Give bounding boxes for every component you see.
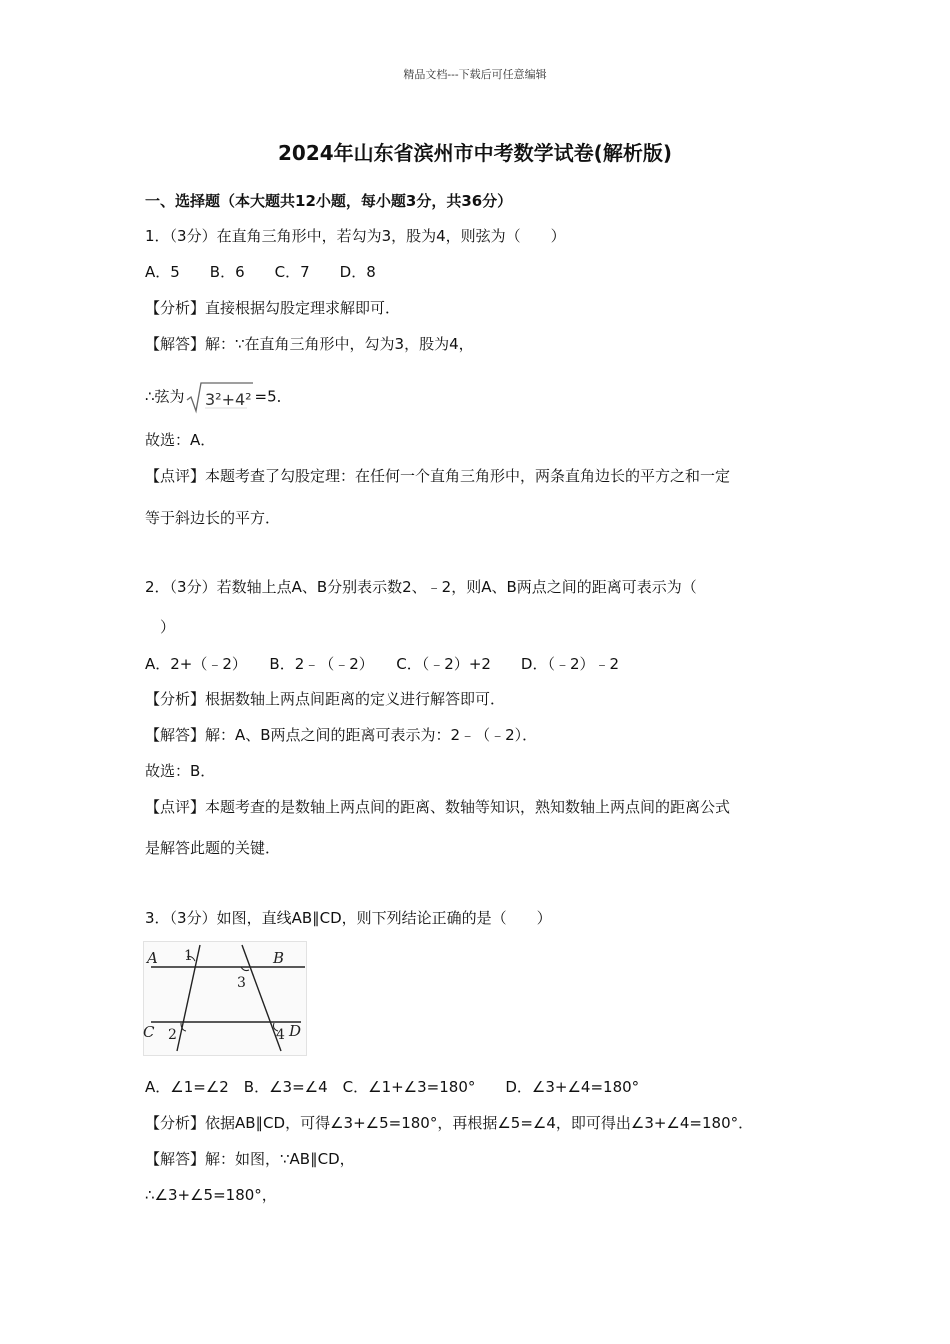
parallel-lines-figure	[143, 941, 308, 1057]
section-heading: 一、选择题（本大题共12小题，每小题3分，共36分）	[145, 192, 513, 210]
q1-analysis: 【分析】直接根据勾股定理求解即可．	[145, 299, 401, 317]
label-angle-3: 3	[237, 975, 246, 991]
page-header: 精品文档---下载后可任意编辑	[403, 68, 547, 81]
q2-comment-line2: 是解答此题的关键．	[145, 839, 281, 857]
q2-choice: 故选：B．	[145, 762, 216, 780]
q2-solution: 【解答】解：A、B两点之间的距离可表示为：2﹣（﹣2）．	[145, 726, 538, 744]
q2-stem-line1: 2．（3分）若数轴上点A、B分别表示数2、﹣2，则A、B两点之间的距离可表示为（	[145, 578, 697, 596]
sqrt-symbol	[185, 380, 255, 414]
q1-stem: 1．（3分）在直角三角形中，若勾为3，股为4，则弦为（ ）	[145, 227, 566, 245]
label-angle-2: 2	[168, 1027, 177, 1043]
q3-solution: 【解答】解：如图，∵AB∥CD，	[145, 1150, 355, 1168]
q1-options: A．5 B．6 C．7 D．8	[145, 263, 376, 281]
document-title: 2024年山东省滨州市中考数学试卷(解析版)	[278, 141, 672, 165]
q2-options: A．2+（﹣2） B．2﹣（﹣2） C．（﹣2）+2 D．（﹣2）﹣2	[145, 655, 620, 673]
label-D: D	[289, 1022, 302, 1040]
q2-comment-line1: 【点评】本题考查的是数轴上两点间的距离、数轴等知识，熟知数轴上两点间的距离公式	[145, 798, 731, 816]
q1-formula-radicand: 3²+4²	[204, 390, 252, 409]
q1-comment-line2: 等于斜边长的平方．	[145, 509, 281, 527]
q1-solution: 【解答】解：∵在直角三角形中，勾为3，股为4，	[145, 335, 474, 353]
q1-formula-suffix: =5．	[254, 387, 292, 406]
q2-analysis: 【分析】根据数轴上两点间距离的定义进行解答即可．	[145, 690, 506, 708]
label-A: A	[147, 949, 158, 967]
q3-stem: 3．（3分）如图，直线AB∥CD，则下列结论正确的是（ ）	[145, 909, 552, 927]
label-B: B	[273, 949, 285, 967]
q1-formula	[145, 380, 292, 414]
q3-options: A．∠1=∠2 B．∠3=∠4 C．∠1+∠3=180° D．∠3+∠4=180°	[145, 1078, 640, 1096]
q2-stem-line2: ）	[160, 618, 176, 636]
q1-choice: 故选：A．	[145, 431, 216, 449]
label-angle-4: 4	[276, 1027, 285, 1043]
q3-step: ∴∠3+∠5=180°，	[145, 1186, 277, 1204]
q3-analysis: 【分析】依据AB∥CD，可得∠3+∠5=180°，再根据∠5=∠4，即可得出∠3+∠4=180°．	[145, 1114, 754, 1132]
q1-formula-prefix: ∴弦为	[145, 387, 185, 406]
label-C: C	[143, 1023, 155, 1041]
label-angle-1: 1	[184, 948, 193, 964]
q1-comment-line1: 【点评】本题考查了勾股定理：在任何一个直角三角形中，两条直角边长的平方之和一定	[145, 467, 731, 485]
